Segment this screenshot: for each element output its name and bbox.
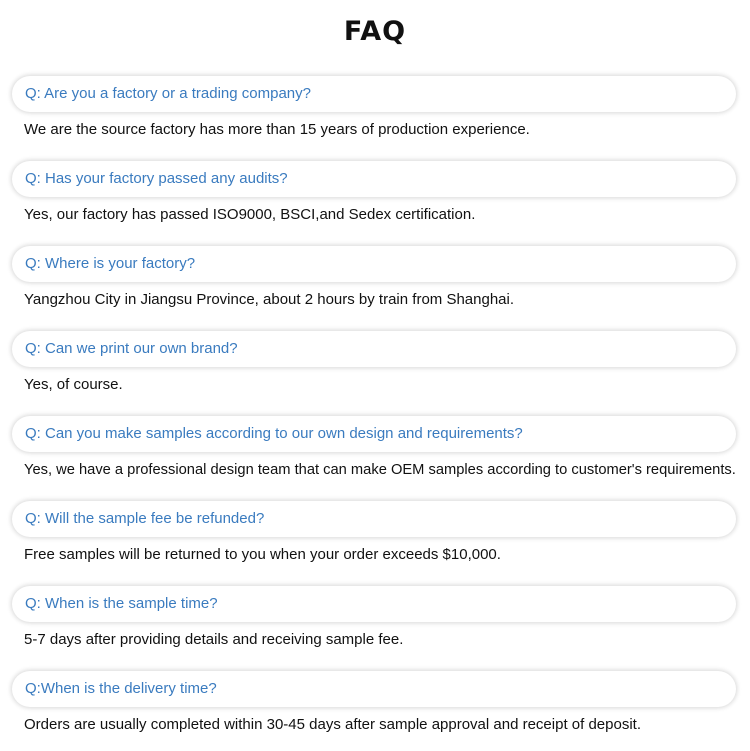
faq-item [12,586,742,666]
faq-item [12,501,742,581]
faq-question: Q: Are you a factory or a trading company? [12,76,736,112]
faq-answer: Orders are usually completed within 30-45 days after sample approval and receipt of deposit. [24,716,641,733]
faq-item [12,671,742,751]
faq-item [12,246,742,326]
faq-answer: Yes, our factory has passed ISO9000, BSCI,and Sedex certification. [24,206,476,223]
faq-answer: We are the source factory has more than 15 years of production experience. [24,121,530,138]
faq-question: Q: Will the sample fee be refunded? [12,501,736,537]
faq-question: Q: Where is your factory? [12,246,736,282]
faq-answer: 5-7 days after providing details and receiving sample fee. [24,631,404,648]
faq-item [12,161,742,241]
faq-item [12,331,742,411]
faq-answer: Free samples will be returned to you when your order exceeds $10,000. [24,546,501,563]
faq-item [12,416,742,496]
faq-question: Q: When is the sample time? [12,586,736,622]
faq-question: Q: Can you make samples according to our own design and requirements? [12,416,736,452]
faq-question: Q: Has your factory passed any audits? [12,161,736,197]
faq-question: Q: Can we print our own brand? [12,331,736,367]
faq-question: Q:When is the delivery time? [12,671,736,707]
faq-item [12,76,742,156]
faq-answer: Yangzhou City in Jiangsu Province, about 2 hours by train from Shanghai. [24,291,515,308]
page-title: FAQ [343,16,407,47]
faq-answer: Yes, we have a professional design team that can make OEM samples according to customer's requirements. [24,461,736,478]
faq-answer: Yes, of course. [24,376,123,393]
